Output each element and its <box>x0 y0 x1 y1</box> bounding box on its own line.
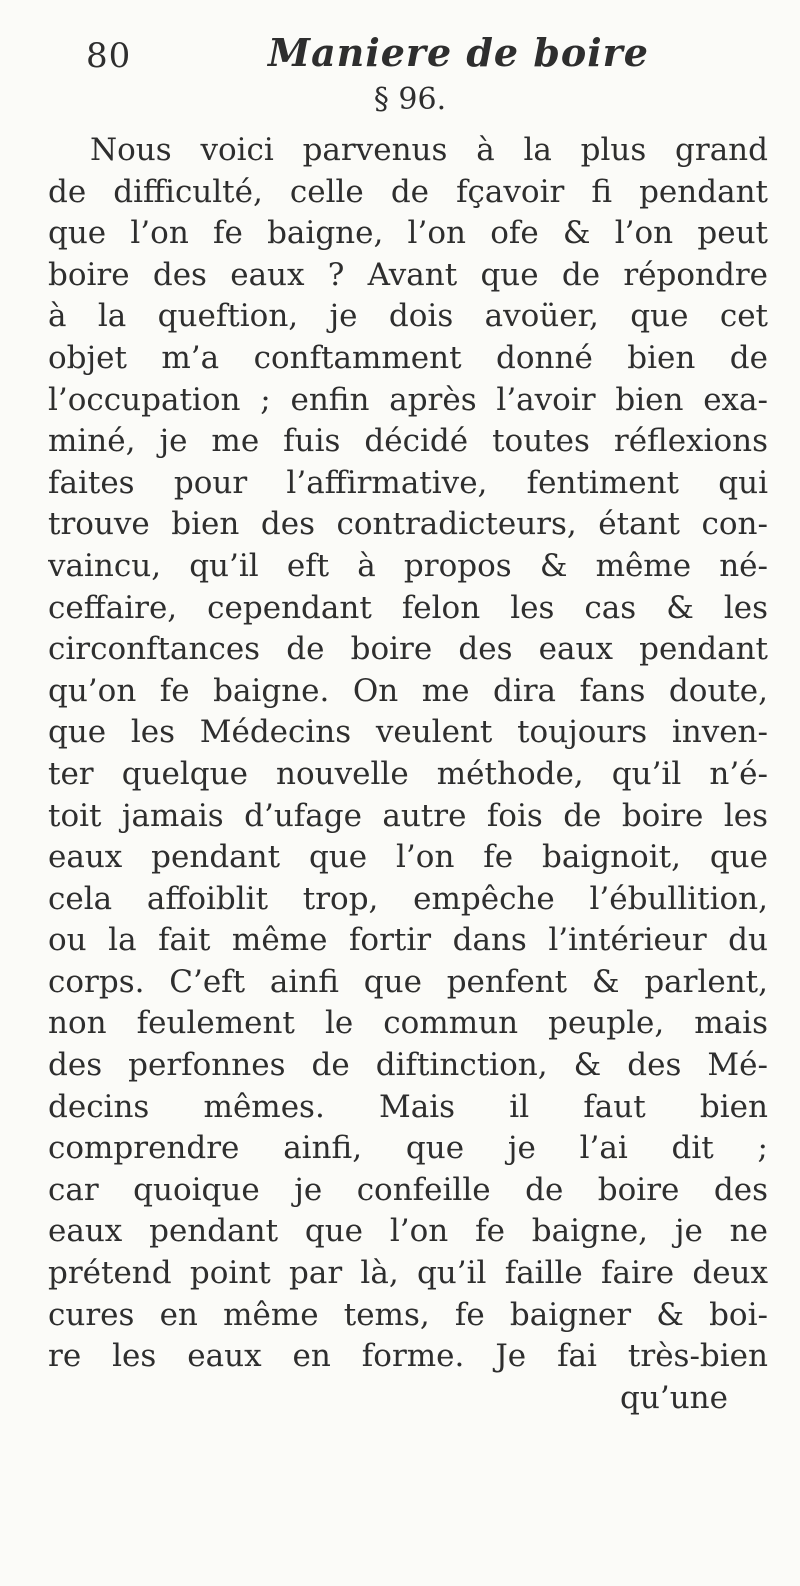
section-number: § 96. <box>373 82 447 117</box>
text-line: objet m’a conftamment donné bien de <box>48 339 768 376</box>
body-text <box>48 130 768 1419</box>
text-line: comprendre ainfi, que je l’ai dit ; <box>48 1130 768 1167</box>
text-line: Nous voici parvenus à la plus grand <box>90 132 768 168</box>
text-line: des perfonnes de diftinction, & des Mé- <box>48 1047 768 1084</box>
text-line: à la queftion, je dois avoüer, que cet <box>48 298 768 335</box>
text-line: eaux pendant que l’on fe baignoit, que <box>48 839 768 876</box>
text-line: prétend point par là, qu’il faille faire deux <box>48 1255 768 1292</box>
text-line: toit jamais d’ufage autre fois de boire les <box>48 797 768 834</box>
text-line: de difficulté, celle de fçavoir fi pendant <box>48 173 768 210</box>
text-line: non feulement le commun peuple, mais <box>48 1005 768 1042</box>
text-line: boire des eaux ? Avant que de répondre <box>48 256 768 293</box>
text-line: miné, je me fuis décidé toutes réflexions <box>48 423 768 460</box>
text-line: circonftances de boire des eaux pendant <box>48 631 768 668</box>
text-line: ceffaire, cependant felon les cas & les <box>48 589 768 626</box>
text-line: l’occupation ; enfin après l’avoir bien exa- <box>48 381 768 418</box>
text-line: qu’on fe baigne. On me dira fans doute, <box>48 672 768 709</box>
text-line: decins mêmes. Mais il faut bien <box>48 1088 768 1125</box>
text-line: re les eaux en forme. Je fai très-bien <box>48 1338 768 1375</box>
catchword: qu’une <box>620 1379 728 1416</box>
text-line: que les Médecins veulent toujours inven- <box>48 714 768 751</box>
page-number: 80 <box>86 36 132 76</box>
text-line: vaincu, qu’il eft à propos & même né- <box>48 547 768 584</box>
running-title: Maniere de boire <box>268 30 649 75</box>
text-line: trouve bien des contradicteurs, étant con- <box>48 506 768 543</box>
text-line: cures en même tems, fe baigner & boi- <box>48 1296 768 1333</box>
text-line: cela affoiblit trop, empêche l’ébullition, <box>48 880 768 917</box>
text-line: corps. C’eft ainfi que penfent & parlent, <box>48 963 768 1000</box>
page-header <box>68 28 740 78</box>
text-line: ou la fait même fortir dans l’intérieur du <box>48 922 768 959</box>
text-line: car quoique je confeille de boire des <box>48 1171 768 1208</box>
text-line: eaux pendant que l’on fe baigne, je ne <box>48 1213 768 1250</box>
text-line: faites pour l’affirmative, fentiment qui <box>48 464 768 501</box>
text-line: ter quelque nouvelle méthode, qu’il n’é- <box>48 755 768 792</box>
text-line: que l’on fe baigne, l’on ofe & l’on peut <box>48 215 768 252</box>
